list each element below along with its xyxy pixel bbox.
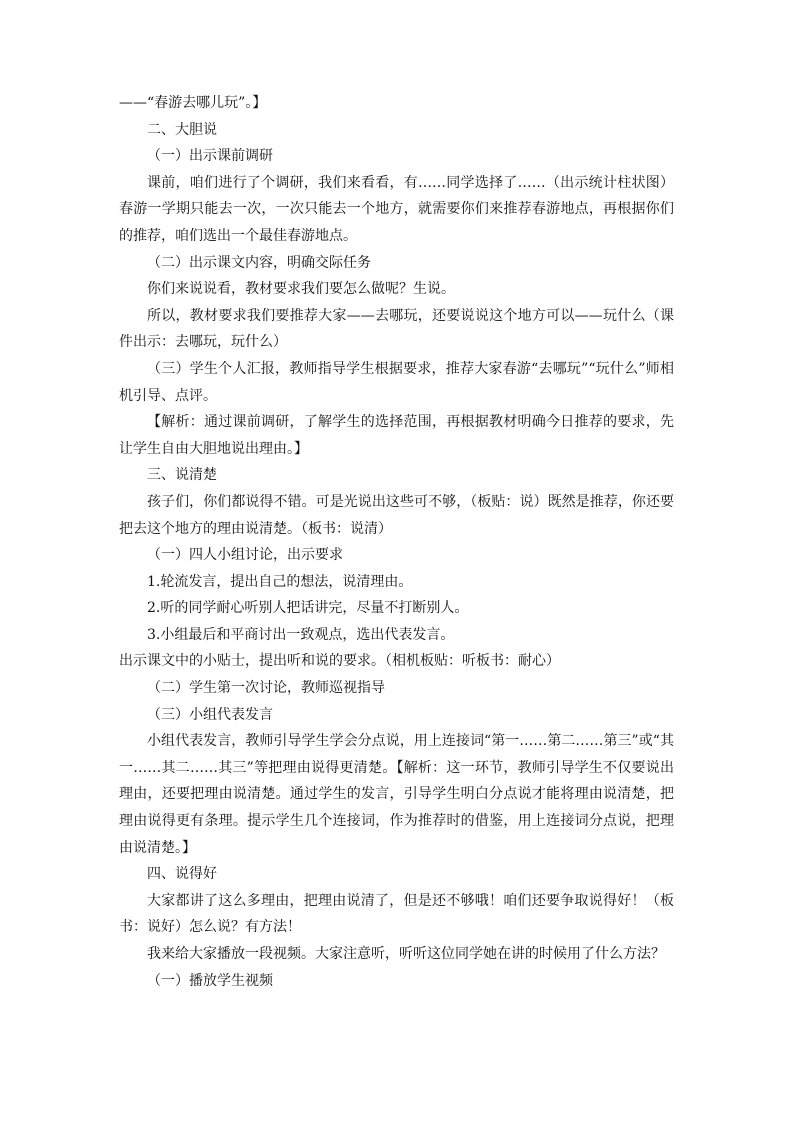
subheading-2-2: （二）出示课文内容，明确交际任务: [147, 254, 371, 271]
analysis-note-1: 【解析：通过课前调研，了解学生的选择范围，再根据教材明确今日推荐的要求，先让学生自由大胆地说出理由。】: [119, 414, 674, 457]
paragraph-question: 你们来说说看，教材要求我们要怎么做呢？生说。: [147, 281, 455, 298]
paragraph-requirement: 所以，教材要求我们要推荐大家——去哪玩，还要说说这个地方可以——玩什么（课件出示：去哪玩，玩什么）: [119, 307, 674, 351]
subheading-2-1: （一）出示课前调研: [147, 148, 273, 165]
list-item-1: 1.轮流发言，提出自己的想法，说清理由。: [147, 573, 413, 590]
document-page: [119, 90, 674, 994]
subheading-2-3: （三）学生个人汇报，教师指导学生根据要求，推荐大家春游“去哪玩”“玩什么”师相机引导、点评。: [119, 360, 674, 404]
paragraph-representative: 小组代表发言，教师引导学生学会分点说，用上连接词“第一……第二……第三”或“其一……其二……其三”等把理由说得更清楚。【解析：这一环节，教师引导学生不仅要说出理由，还要把理由说清楚。通过学生的发言，引导学生明白分点说才能将理由说清楚，把理由说得更有条理。提示学生几个连接词，作为推荐时的借鉴，用上连接词分点说，把理由说清楚。】: [119, 733, 674, 856]
paragraph-explain: 孩子们，你们都说得不错。可是光说出这些可不够，（板贴：说）既然是推荐，你还要把去这个地方的理由说清楚。（板书：说清）: [119, 493, 674, 537]
paragraph-tips: 出示课文中的小贴士，提出听和说的要求。（相机板贴：听板书：耐心）: [119, 653, 560, 670]
section-heading-2: 二、大胆说: [147, 121, 217, 138]
section-heading-4: 四、说得好: [147, 866, 217, 883]
paragraph-speak-well: 大家都讲了这么多理由，把理由说清了，但是还不够哦！咱们还要争取说得好！（板书：说好）怎么说？有方法！: [119, 892, 674, 936]
subheading-4-1: （一）播放学生视频: [147, 972, 273, 989]
subheading-3-2: （二）学生第一次讨论，教师巡视指导: [147, 680, 385, 697]
paragraph-video: 我来给大家播放一段视频。大家注意听，听听这位同学她在讲的时候用了什么方法？: [147, 946, 665, 962]
list-item-3: 3.小组最后和平商讨出一致观点，选出代表发言。: [147, 626, 455, 643]
section-heading-3: 三、说清楚: [147, 467, 217, 484]
subheading-3-1: （一）四人小组讨论，出示要求: [147, 547, 343, 564]
paragraph-survey: 课前，咱们进行了个调研，我们来看看，有……同学选择了……（出示统计柱状图）春游一学期只能去一次，一次只能去一个地方，就需要你们来推荐春游地点，再根据你们的推荐，咱们选出一个最佳春游地点。: [119, 174, 674, 244]
subheading-3-3: （三）小组代表发言: [147, 706, 273, 723]
paragraph-continuation: ——“春游去哪儿玩”。】: [119, 95, 267, 111]
list-item-2: 2.听的同学耐心听别人把话讲完，尽量不打断别人。: [147, 600, 469, 617]
